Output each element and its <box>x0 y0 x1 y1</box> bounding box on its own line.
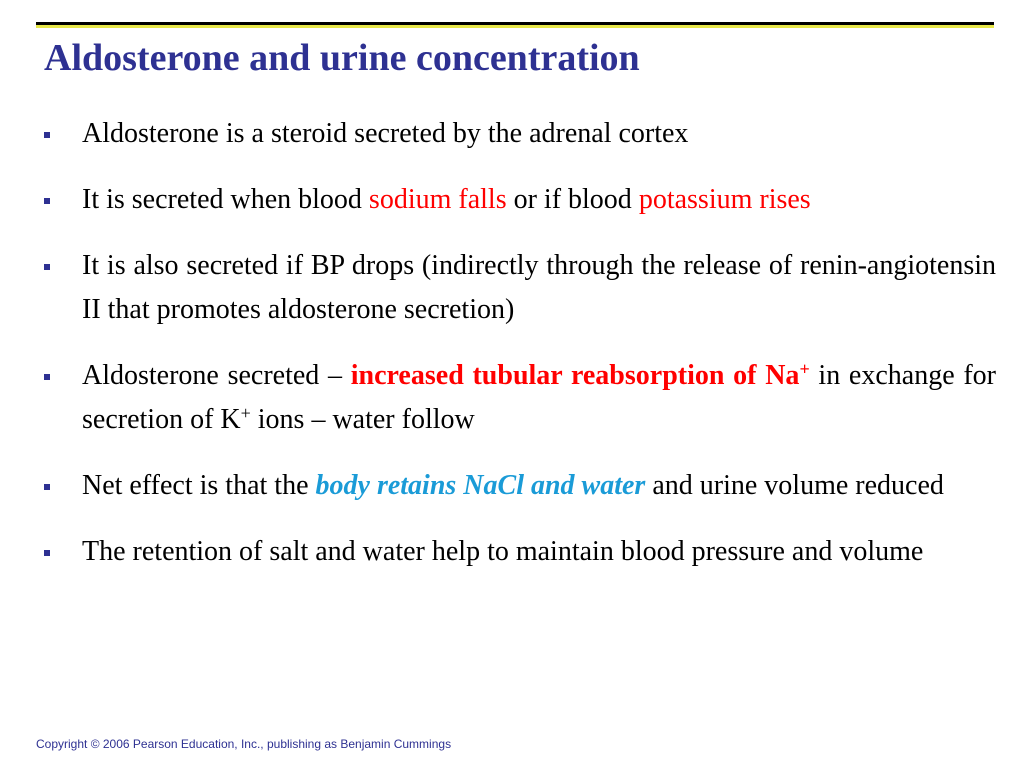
highlight-text: body retains NaCl and water <box>315 470 646 501</box>
slide-title: Aldosterone and urine concentration <box>44 37 640 79</box>
bullet-text: in exchange for secretion of K <box>82 360 997 435</box>
copyright-footer: Copyright © 2006 Pearson Education, Inc., publishing as Benjamin Cummings <box>36 737 452 751</box>
bullet-text: It is also secreted if BP drops (indirectly through the release of renin-angiotensin II that promotes aldosterone secretion) <box>82 250 996 325</box>
bullet-item <box>44 530 996 574</box>
title-divider <box>36 22 994 28</box>
bullet-text: It is secreted when blood <box>82 184 369 215</box>
bullet-list <box>44 112 996 596</box>
bullet-text: Aldosterone secreted – <box>82 360 351 391</box>
bullet-marker-icon <box>44 374 50 380</box>
bullet-marker-icon <box>44 484 50 490</box>
bullet-item <box>44 178 996 222</box>
bullet-item <box>44 112 996 156</box>
bullet-text: ions – water follow <box>250 404 475 435</box>
bullet-marker-icon <box>44 550 50 556</box>
bullet-text: Net effect is that the <box>82 470 316 501</box>
bullet-marker-icon <box>44 198 50 204</box>
highlight-text: sodium falls <box>368 184 507 215</box>
bullet-item <box>44 464 996 508</box>
bullet-marker-icon <box>44 132 50 138</box>
bullet-marker-icon <box>44 264 50 270</box>
highlight-text: potassium rises <box>638 184 811 215</box>
highlight-text: increased tubular reabsorption of Na <box>350 360 800 391</box>
bullet-item <box>44 244 996 332</box>
bullet-item <box>44 354 996 442</box>
bullet-text: or if blood <box>506 184 639 215</box>
bullet-text: Aldosterone is a steroid secreted by the adrenal cortex <box>82 118 689 149</box>
superscript-plus: + <box>799 359 810 379</box>
superscript-plus: + <box>240 403 251 423</box>
bullet-text: and urine volume reduced <box>645 470 944 501</box>
bullet-text: The retention of salt and water help to maintain blood pressure and volume <box>82 536 924 567</box>
